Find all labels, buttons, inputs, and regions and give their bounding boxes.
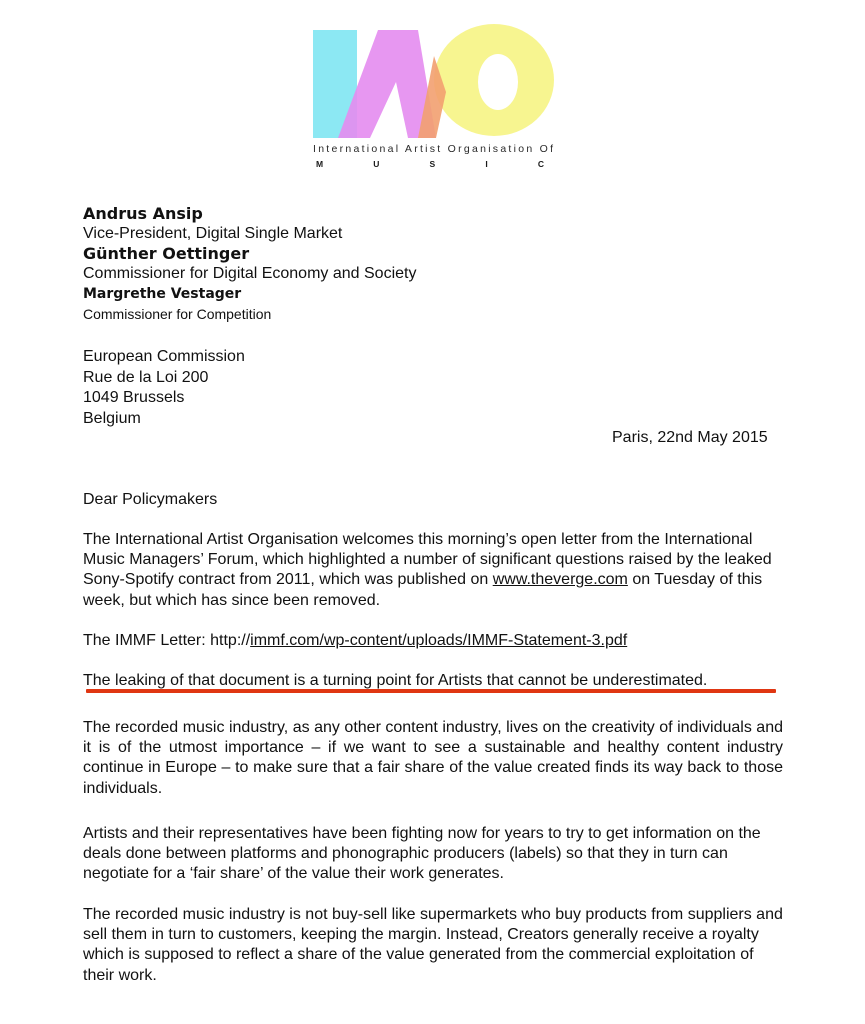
address-line: Rue de la Loi 200: [83, 368, 209, 386]
paragraph-turning-point: The leaking of that document is a turning point for Artists that cannot be underestimated.: [83, 672, 708, 689]
address-block: [83, 347, 245, 429]
highlight-underline: [86, 689, 776, 693]
recipient-title: Vice-President, Digital Single Market: [83, 225, 343, 242]
recipient-name: Andrus Ansip: [83, 204, 203, 223]
salutation: Dear Policymakers: [83, 491, 218, 508]
logo-mark: [313, 24, 554, 138]
paragraph-royalty: The recorded music industry is not buy-sell like supermarkets who buy products from suppliers and sell them in turn to customers, keeping the margin. Instead, Creators generally receive a royalty which is supposed to reflect a share of the value generated from the commercial exploitation of their work.: [83, 906, 783, 984]
recipients-block: [83, 204, 416, 324]
paragraph-immf-letter: [83, 631, 783, 651]
paragraph-intro: [83, 530, 783, 611]
recipient-name: Margrethe Vestager: [83, 286, 242, 302]
logo-o-hole: [478, 54, 518, 110]
paragraph-text: The International Artist Organisation welcomes this morning’s open letter from the International Music Managers’ Forum, which highlighted a number of significant questions raised by the leaked Sony-Spotify contract from 2011, which was published on: [83, 531, 772, 589]
iao-logo: [308, 22, 558, 174]
address-line: European Commission: [83, 348, 245, 365]
address-line: 1049 Brussels: [83, 389, 185, 406]
logo-music-word: M U S I C: [316, 159, 544, 169]
recipient-title: Commissioner for Competition: [83, 306, 272, 322]
paragraph-industry: The recorded music industry, as any other content industry, lives on the creativity of individuals and it is of the utmost importance – if we want to see a sustainable and healthy content industry continue in Europe – to make sure that a fair share of the value created finds its way back to those individuals.: [83, 719, 783, 797]
paragraph-text: on Tuesday of this week, but which has since been removed.: [83, 571, 763, 609]
immf-statement-link[interactable]: immf.com/wp-content/uploads/IMMF-Statement-3.pdf: [250, 632, 628, 649]
letter-date: Paris, 22nd May 2015: [612, 429, 768, 446]
address-line: Belgium: [83, 409, 141, 427]
logo-org-name: International Artist Organisation Of: [313, 143, 553, 155]
paragraph-artists: Artists and their representatives have been fighting now for years to try to get information on the deals done between platforms and phonographic producers (labels) so that they in turn can negotiate for a ‘fair share’ of the value their work generates.: [83, 825, 761, 883]
immf-label: The IMMF Letter: http://: [83, 632, 251, 649]
theverge-link[interactable]: www.theverge.com: [492, 571, 628, 589]
recipient-title: Commissioner for Digital Economy and Society: [83, 265, 417, 282]
recipient-name: Günther Oettinger: [83, 244, 250, 263]
